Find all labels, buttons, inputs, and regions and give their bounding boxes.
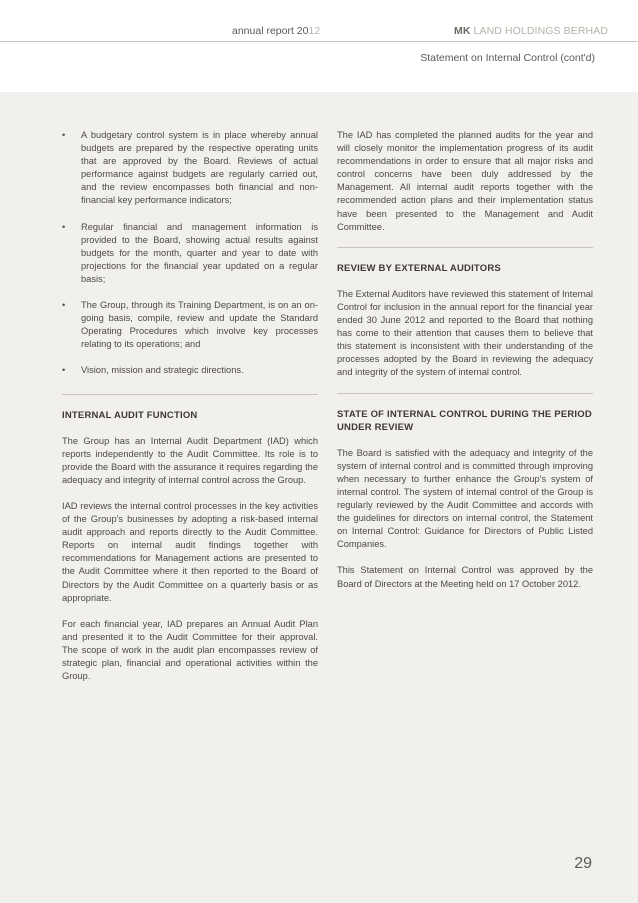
- state-paragraph: This Statement on Internal Control was approved by the Board of Directors at the Meeting held on 17 October 2012.: [337, 565, 593, 589]
- list-item: [62, 221, 318, 286]
- state-of-control-heading: STATE OF INTERNAL CONTROL DURING THE PERIOD UNDER REVIEW: [337, 408, 592, 433]
- page-header: [0, 0, 638, 92]
- bullet-text: The Group, through its Training Department, is on an on-going basis, compile, review and update the Standard Operating Procedures which involve key processes relating to its operations; and: [81, 300, 318, 350]
- internal-audit-heading: INTERNAL AUDIT FUNCTION: [62, 409, 198, 421]
- audit-paragraph: IAD reviews the internal control processes in the key activities of the Group's businesses by adopting a risk-based internal audit approach and reports directly to the Audit Committee. Reports on internal audit findings together with recommendations for Management actions are presented to the Audit Committee where it then reported to the Board of Directors by the Audit Committee on a quarterly basis or as appropriate.: [62, 500, 318, 603]
- external-auditors-heading: REVIEW BY EXTERNAL AUDITORS: [337, 262, 501, 274]
- header-divider: [0, 41, 638, 42]
- bullet-icon: •: [62, 130, 66, 140]
- company-name: [454, 25, 608, 37]
- list-item: [62, 364, 318, 377]
- report-label: annual report 20: [232, 25, 309, 37]
- report-title: [232, 25, 320, 37]
- list-item: [62, 299, 318, 351]
- company-prefix: MK: [454, 25, 471, 37]
- audit-paragraph: For each financial year, IAD prepares an Annual Audit Plan and presented it to the Audit Committee for their approval. The scope of work in the audit plan encompasses review of strategic plan, financial and operational activities within the Group.: [62, 618, 318, 682]
- control-bullet-list: [62, 129, 318, 378]
- section-divider: [62, 394, 318, 395]
- right-column: [337, 129, 593, 604]
- bullet-icon: •: [62, 221, 66, 232]
- bullet-icon: •: [62, 300, 66, 311]
- section-subtitle: Statement on Internal Control (cont'd): [420, 52, 595, 64]
- bullet-text: Vision, mission and strategic directions.: [81, 365, 244, 376]
- bullet-text: Regular financial and management information is provided to the Board, showing actual results against budgets for the month, quarter and year to date with projections for the financial year updated on a regular basis;: [81, 221, 318, 284]
- section-divider: [337, 393, 593, 394]
- company-name-rest: LAND HOLDINGS BERHAD: [470, 25, 608, 37]
- iad-intro-paragraph: The IAD has completed the planned audits for the year and will closely monitor the implementation progress of its audit recommendations in order to ensure that all major risks and control concerns have been duly addressed by the Management. All internal audit reports together with the recommended action plans and their implementation status have been presented to the Management and Audit Committee.: [337, 130, 593, 232]
- bullet-text: A budgetary control system is in place whereby annual budgets are prepared by the respective operating units that are approved by the Board. Reviews of actual performance against budgets are regularly carried out, and the review encompasses both financial and non-financial key performance indicators;: [81, 130, 318, 206]
- left-column: [62, 129, 318, 696]
- report-year-suffix: 12: [308, 25, 321, 37]
- state-paragraph: The Board is satisfied with the adequacy and integrity of the system of internal control and is committed through improving when necessary to further enhance the Group's system of internal control. The system of internal control of the Group is regularly reviewed by the Audit Committee and accords with the guidelines for directors on internal control, the Statement on Internal Control: Guidance for Directors of Public Listed Companies.: [337, 447, 593, 550]
- section-divider: [337, 247, 593, 248]
- external-auditors-paragraph: The External Auditors have reviewed this statement of Internal Control for inclusion in the annual report for the financial year ended 30 June 2012 and reported to the Board that nothing has come to their attention that causes them to believe that this statement is inconsistent with their understanding of the processes adopted by the Board in reviewing the adequacy and integrity of the system of internal control.: [337, 288, 593, 378]
- list-item: [62, 129, 318, 208]
- page-number: 29: [574, 855, 592, 872]
- bullet-icon: •: [62, 365, 66, 376]
- audit-paragraph: The Group has an Internal Audit Department (IAD) which reports independently to the Audit Committee. Its role is to provide the Board with the assurance it requires regarding the adequacy and integrity of internal control across the Group.: [62, 435, 318, 485]
- page-content: [0, 92, 638, 903]
